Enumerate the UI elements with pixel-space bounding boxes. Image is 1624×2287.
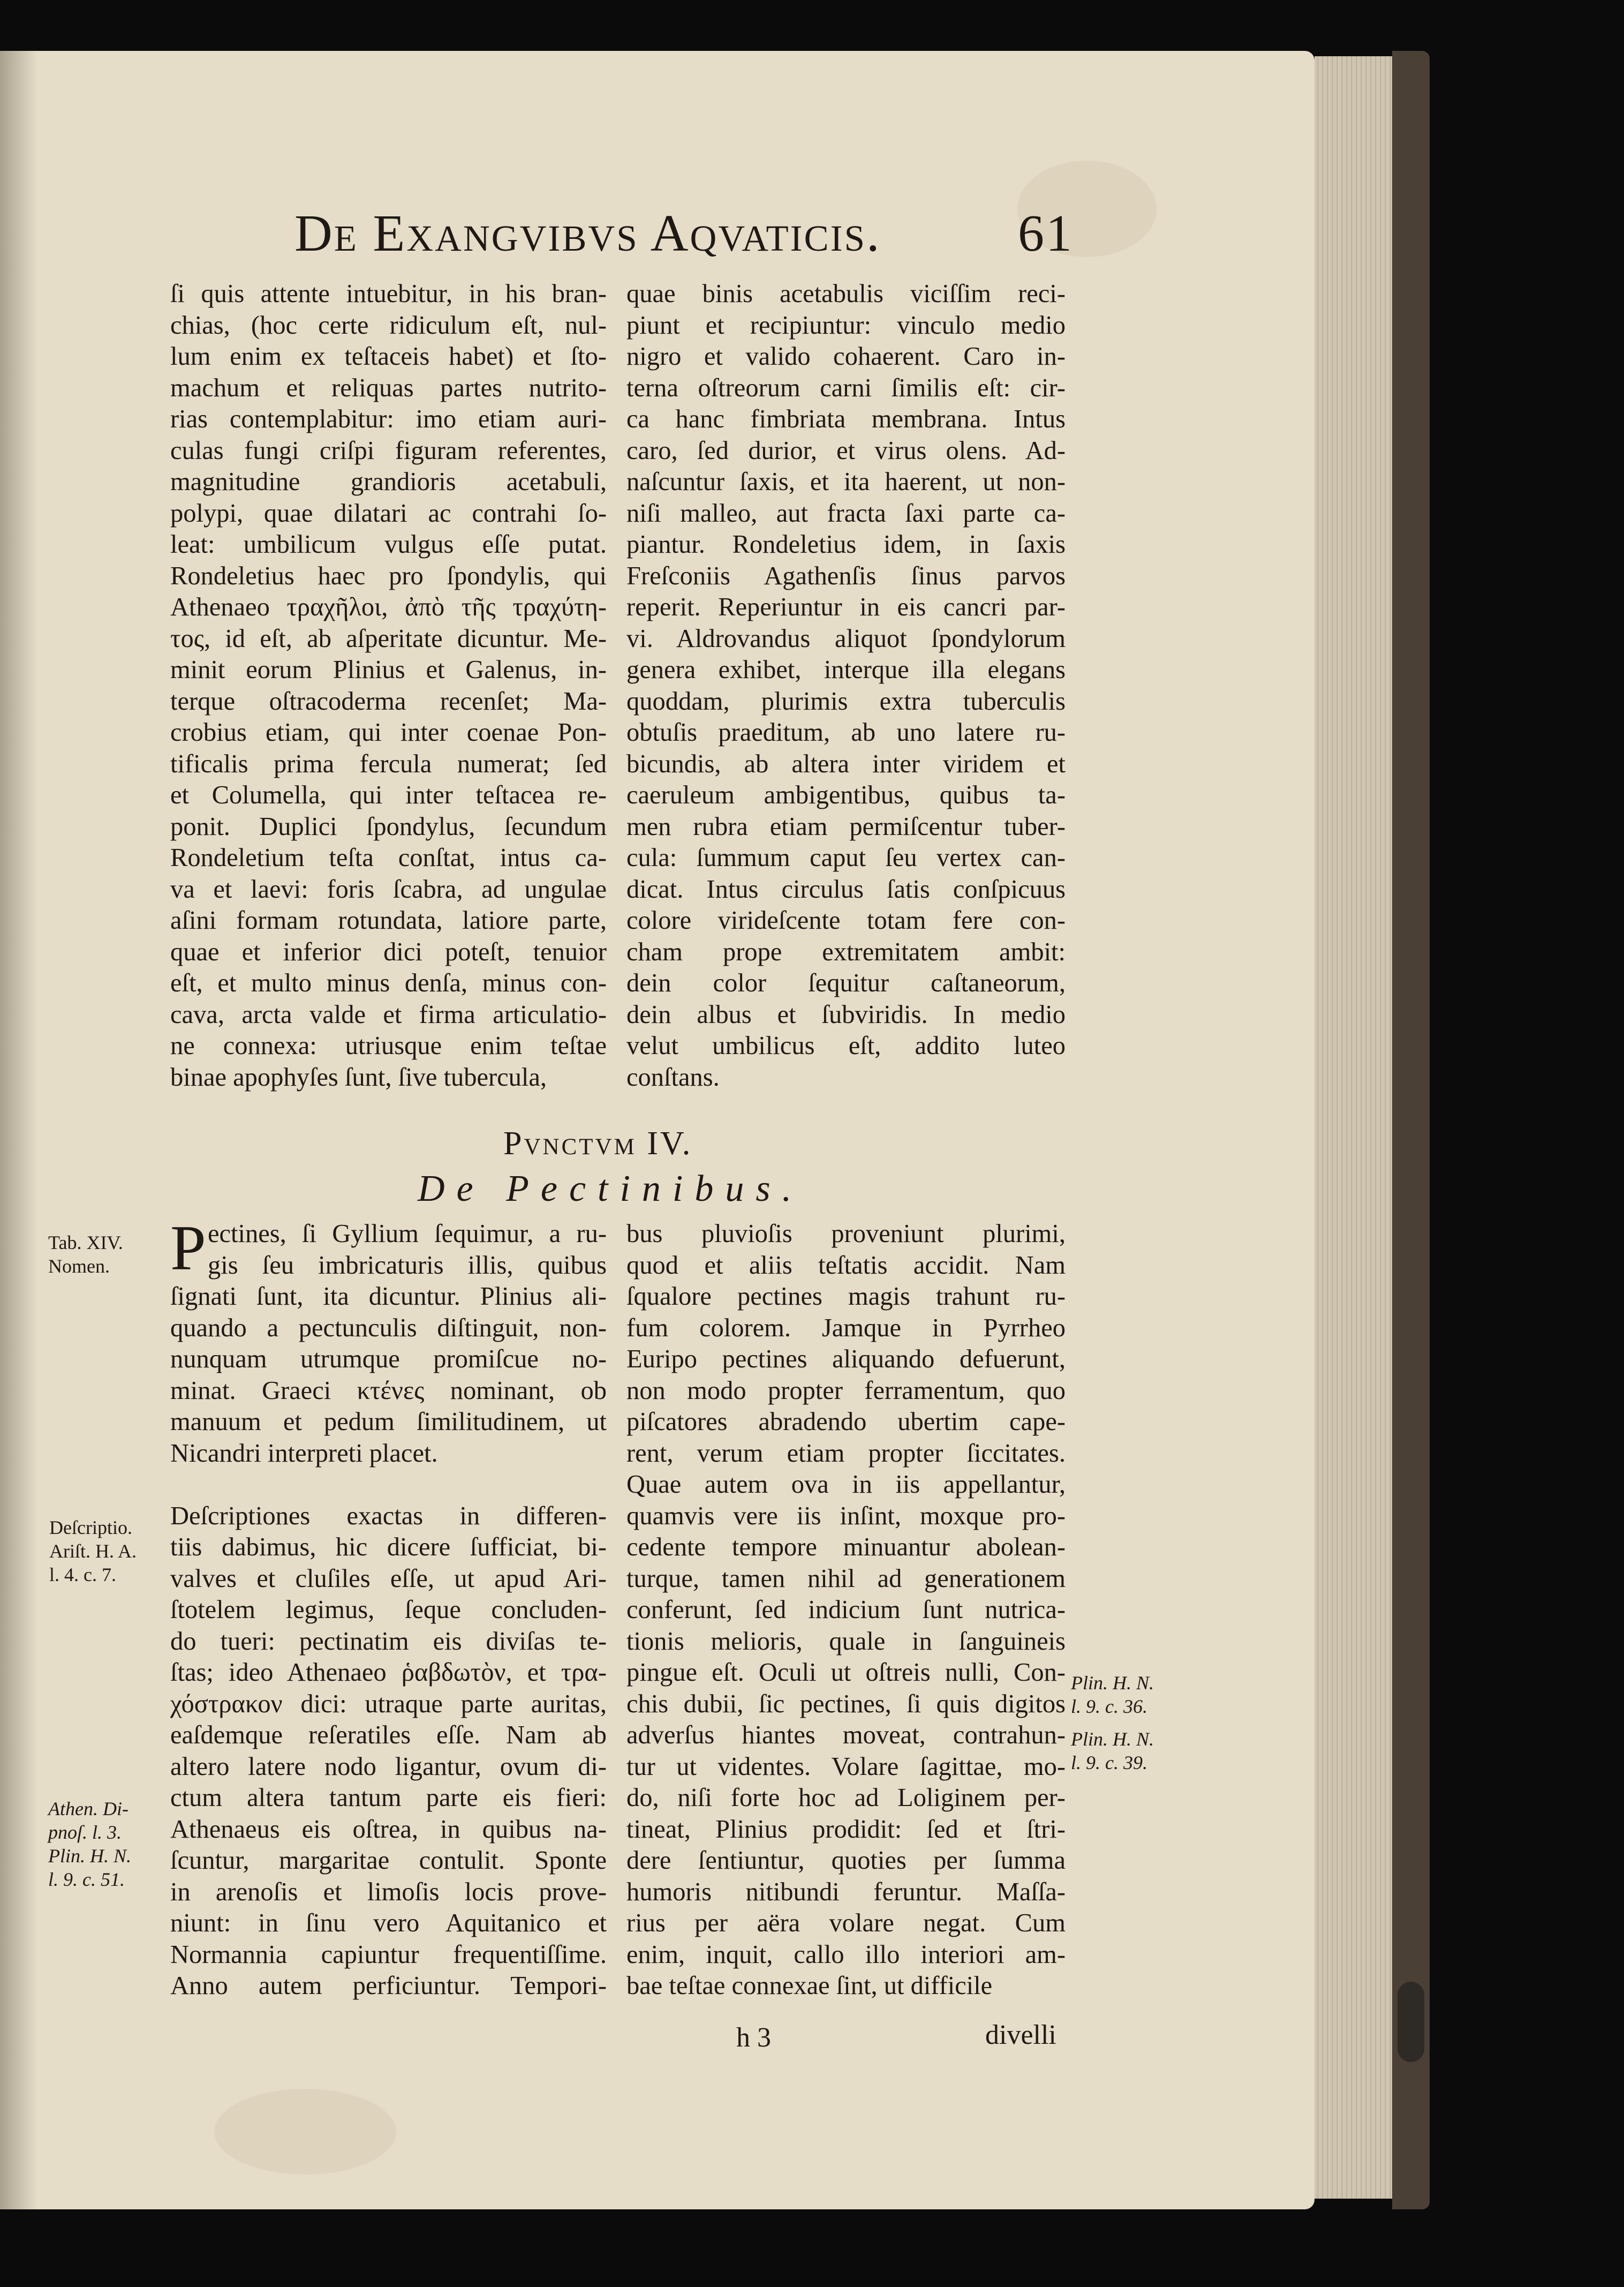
text-line: quando a pectunculis diſtinguit, non- xyxy=(170,1313,607,1342)
text-column-upper-right xyxy=(626,279,1066,1093)
text-line: Plin. H. N. xyxy=(48,1845,132,1867)
text-line: velut umbilicus eſt, addito luteo xyxy=(626,1032,1066,1060)
text-line: pnoſ. l. 3. xyxy=(48,1822,122,1843)
text-line: Ariſt. H. A. xyxy=(49,1540,137,1562)
text-line: Athenaeus eis oſtrea, in quibus na- xyxy=(170,1815,607,1844)
drop-cap: P xyxy=(170,1212,206,1283)
text-line: nunquam utrumque promiſcue no- xyxy=(170,1345,607,1373)
text-line: ſcuntur, margaritae contulit. Sponte xyxy=(170,1846,607,1875)
text-line: nigro et valido cohaerent. Caro in- xyxy=(626,342,1066,371)
text-line: dein color ſequitur caſtaneorum, xyxy=(626,969,1066,997)
margin-note-tab xyxy=(48,1231,123,1278)
text-line: niſi malleo, aut fracta ſaxi parte ca- xyxy=(626,499,1066,528)
text-line: terque oſtracoderma recenſet; Ma- xyxy=(170,687,607,716)
text-line: chis dubii, ſic pectines, ſi quis digitos xyxy=(626,1689,1066,1718)
book-cover-board xyxy=(1392,51,1430,2209)
text-line: rias contemplabitur: imo etiam auri- xyxy=(170,405,607,433)
text-line: cava, arcta valde et firma articulatio- xyxy=(170,1000,607,1029)
text-line: τος, id eſt, ab aſperitate dicuntur. Me- xyxy=(170,624,607,653)
text-line: in arenoſis et limoſis locis prove- xyxy=(170,1877,607,1906)
text-line: Anno autem perficiuntur. Tempori- xyxy=(170,1972,607,2000)
text-line: l. 4. c. 7. xyxy=(49,1564,116,1585)
text-line: tineat, Plinius prodidit: ſed et ſtri- xyxy=(626,1815,1066,1844)
section-number: Pvnctvm IV. xyxy=(503,1125,693,1162)
text-line: et Columella, qui inter teſtacea re- xyxy=(170,781,607,809)
text-line: valves et cluſiles eſſe, ut apud Ari- xyxy=(170,1564,607,1593)
margin-note-plinius-36 xyxy=(1071,1671,1154,1718)
text-line: ctum altera tantum parte eis fieri: xyxy=(170,1784,607,1812)
text-line: va et laevi: foris ſcabra, ad ungulae xyxy=(170,875,607,904)
text-line: dere ſentiuntur, quoties per ſumma xyxy=(626,1846,1066,1875)
text-line: Plin. H. N. xyxy=(1071,1728,1154,1750)
text-line: fum colorem. Jamque in Pyrrheo xyxy=(626,1313,1066,1342)
text-line: dein albus et ſubviridis. In medio xyxy=(626,1000,1066,1029)
text-line: Normannia capiuntur frequentiſſime. xyxy=(170,1940,607,1969)
text-line: do tueri: pectinatim eis diviſas te- xyxy=(170,1627,607,1656)
text-line: l. 9. c. 39. xyxy=(1071,1752,1147,1773)
text-line: Athenaeo τραχῆλοι, ἀπὸ τῆς τραχύτη- xyxy=(170,593,607,621)
text-line: do, niſi forte hoc ad Loliginem per- xyxy=(626,1784,1066,1812)
catchword: divelli xyxy=(985,2020,1056,2050)
text-line: machum et reliquas partes nutrito- xyxy=(170,373,607,402)
text-line: cham prope extremitatem ambit: xyxy=(626,937,1066,966)
text-line: gis ſeu imbricaturis illis, quibus xyxy=(208,1251,607,1280)
text-line: dicat. Intus circulus ſatis conſpicuus xyxy=(626,875,1066,904)
text-line: crobius etiam, qui inter coenae Pon- xyxy=(170,718,607,747)
text-line: enim, inquit, callo illo interiori am- xyxy=(626,1940,1066,1969)
text-line: χόστρακον dici: utraque parte auritas, xyxy=(170,1689,607,1718)
text-line: piantur. Rondeletius idem, in ſaxis xyxy=(626,530,1066,559)
text-line: Rondeletius haec pro ſpondylis, qui xyxy=(170,561,607,590)
text-column-lower-left xyxy=(170,1212,607,2002)
text-line: eſt, et multo minus denſa, minus con- xyxy=(170,969,607,997)
margin-note-descriptio xyxy=(49,1516,137,1586)
text-line: Plin. H. N. xyxy=(1071,1672,1154,1694)
text-line: bicundis, ab altera inter viridem et xyxy=(626,749,1066,778)
text-line: Euripo pectines aliquando defuerunt, xyxy=(626,1345,1066,1373)
text-line: binae apophyſes ſunt, ſive tubercula, xyxy=(170,1063,547,1092)
text-line: Nicandri interpreti placet. xyxy=(170,1439,438,1468)
text-line: quod et aliis teſtatis accidit. Nam xyxy=(626,1251,1066,1280)
text-line: altero latere nodo ligantur, ovum di- xyxy=(170,1752,607,1781)
page-number: 61 xyxy=(1018,205,1074,262)
text-line: genera exhibet, interque illa elegans xyxy=(626,656,1066,684)
text-line: ſtotelem legimus, ſeque concluden- xyxy=(170,1596,607,1624)
text-line: conſtans. xyxy=(626,1063,720,1092)
text-line: reperit. Reperiuntur in eis cancri par- xyxy=(626,593,1066,621)
signature-mark: h 3 xyxy=(736,2022,771,2053)
text-line: Tab. XIV. xyxy=(48,1232,123,1253)
text-line: tionis melioris, quale in ſanguineis xyxy=(626,1627,1066,1656)
text-line: Nomen. xyxy=(48,1255,110,1277)
text-line: ſqualore pectines magis trahunt ru- xyxy=(626,1282,1066,1311)
text-line: obtuſis praeditum, ab uno latere ru- xyxy=(626,718,1066,747)
text-line: quoddam, plurimis extra tuberculis xyxy=(626,687,1066,716)
text-line: pingue eſt. Oculi ut oſtreis nulli, Con- xyxy=(626,1658,1066,1687)
text-line: minat. Graeci κτένες nominant, ob xyxy=(170,1376,607,1405)
text-line: minit eorum Plinius et Galenus, in- xyxy=(170,656,607,684)
text-line: quamvis vere iis inſint, moxque pro- xyxy=(626,1501,1066,1530)
text-line: non modo propter ferramentum, quo xyxy=(626,1376,1066,1405)
text-line: ca hanc fimbriata membrana. Intus xyxy=(626,405,1066,433)
text-line: caro, ſed durior, et virus olens. Ad- xyxy=(626,436,1066,465)
text-line: caeruleum ambigentibus, quibus ta- xyxy=(626,781,1066,809)
text-column-lower-right xyxy=(626,1218,1066,2002)
text-line: l. 9. c. 36. xyxy=(1071,1696,1147,1717)
text-line: vi. Aldrovandus aliquot ſpondylorum xyxy=(626,624,1066,653)
text-line: ſignati ſunt, ita dicuntur. Plinius ali- xyxy=(170,1282,607,1311)
text-line: adverſus hiantes moveat, contrahun- xyxy=(626,1721,1066,1749)
text-line: tur ut videntes. Volare ſagittae, mo- xyxy=(626,1752,1066,1781)
gutter-shadow xyxy=(0,51,37,2209)
text-line: naſcuntur ſaxis, et ita haerent, ut non- xyxy=(626,468,1066,496)
text-line: men rubra etiam permiſcentur tuber- xyxy=(626,812,1066,841)
text-line: magnitudine grandioris acetabuli, xyxy=(170,468,607,496)
text-line: Deſcriptio. xyxy=(49,1517,132,1538)
text-line: ſtas; ideo Athenaeo ῥαβδωτὸν, et τρα- xyxy=(170,1658,607,1687)
text-line: Athen. Di- xyxy=(48,1798,129,1819)
text-line: conferunt, ſed indicium ſunt nutrica- xyxy=(626,1596,1066,1624)
text-line: aſini formam rotundata, latiore parte, xyxy=(170,906,607,935)
running-head xyxy=(294,204,1074,268)
text-line: quae binis acetabulis viciſſim reci- xyxy=(626,280,1066,308)
text-line: leat: umbilicum vulgus eſſe putat. xyxy=(170,530,607,559)
text-line: humoris nitibundi feruntur. Maſſa- xyxy=(626,1877,1066,1906)
text-line: cedente tempore minuantur abolean- xyxy=(626,1533,1066,1561)
text-line: bus pluvioſis proveniunt plurimi, xyxy=(626,1220,1066,1248)
text-line: eaſdemque reſeratiles eſſe. Nam ab xyxy=(170,1721,607,1749)
text-line: bae teſtae connexae ſint, ut difficile xyxy=(626,1972,993,2000)
text-line: rius per aëra volare negat. Cum xyxy=(626,1909,1066,1937)
text-line: Deſcriptiones exactas in differen- xyxy=(170,1501,607,1530)
text-line: piunt et recipiuntur: vinculo medio xyxy=(626,311,1066,340)
margin-note-athenaeus xyxy=(48,1797,131,1891)
text-line: ſi quis attente intuebitur, in his bran- xyxy=(170,280,607,308)
text-line: Quae autem ova in iis appellantur, xyxy=(626,1470,1066,1499)
text-line: lum enim ex teſtaceis habet) et ſto- xyxy=(170,342,607,371)
text-line: piſcatores abradendo ubertim cape- xyxy=(626,1408,1066,1436)
text-line xyxy=(170,1469,607,1501)
text-line: cula: ſummum caput ſeu vertex can- xyxy=(626,844,1066,872)
text-line: tiis dabimus, hic dicere ſufficiat, bi- xyxy=(170,1533,607,1561)
text-line: l. 9. c. 51. xyxy=(48,1869,125,1890)
text-line: manuum et pedum ſimilitudinem, ut xyxy=(170,1408,607,1436)
text-line: Freſconiis Agathenſis ſinus parvos xyxy=(626,561,1066,590)
text-line: tificalis prima fercula numerat; ſed xyxy=(170,749,607,778)
text-line: quae et inferior dici poteſt, tenuior xyxy=(170,937,607,966)
stain xyxy=(214,2089,396,2175)
binding-damage xyxy=(1398,1982,1424,2062)
section-title: De Pectinibus. xyxy=(418,1168,804,1209)
text-line: ne connexa: utriusque enim teſtae xyxy=(170,1032,607,1060)
text-column-upper-left xyxy=(170,279,607,1093)
text-line: culas fungi criſpi figuram referentes, xyxy=(170,436,607,465)
text-line: ectines, ſi Gyllium ſequimur, a ru- xyxy=(208,1220,607,1248)
text-line: niunt: in ſinu vero Aquitanico et xyxy=(170,1909,607,1937)
text-line: turque, tamen nihil ad generationem xyxy=(626,1564,1066,1593)
text-line: colore virideſcente totam fere con- xyxy=(626,906,1066,935)
text-line: ponit. Duplici ſpondylus, ſecundum xyxy=(170,812,607,841)
text-line: terna oſtreorum carni ſimilis eſt: cir- xyxy=(626,373,1066,402)
text-line: polypi, quae dilatari ac contrahi ſo- xyxy=(170,499,607,528)
margin-note-plinius-39 xyxy=(1071,1727,1154,1774)
text-line: Rondeletium teſta conſtat, intus ca- xyxy=(170,844,607,872)
text-line: chias, (hoc certe ridiculum eſt, nul- xyxy=(170,311,607,340)
running-head-title: De Exangvibvs Aqvaticis. xyxy=(294,205,881,262)
text-line: rent, verum etiam propter ſiccitates. xyxy=(626,1439,1066,1468)
